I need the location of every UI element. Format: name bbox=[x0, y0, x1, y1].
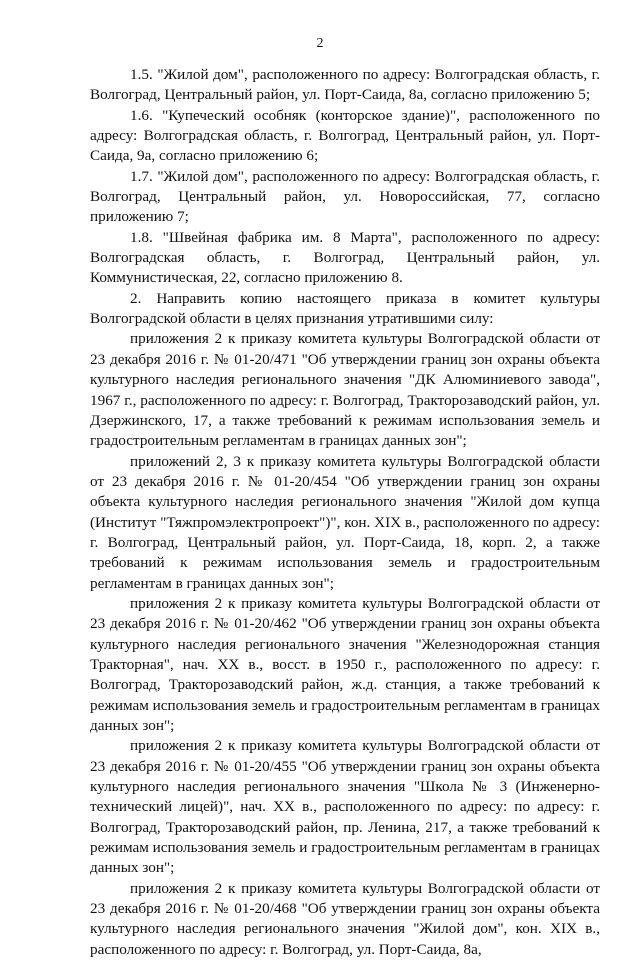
paragraph-revoke-462: приложения 2 к приказу комитета культуры Волгоградской области от 23 декабря 2016 г. № 01-20/462 "Об утверждении границ зон охраны объекта культурного наследия регионального значения "Железнодорожная станция Тракторная", нач. XX в., восст. в 1950 г., расположенного по адресу: г. Волгоград, Тракторозаводский район, ж.д. станция, а также требований к режимам использования земель и градостроительным регламентам в границах данных зон"; bbox=[90, 594, 600, 734]
paragraph-item-1-7: 1.7. "Жилой дом", расположенного по адресу: Волгоградская область, г. Волгоград, Центральный район, ул. Новороссийская, 77, согласно приложению 7; bbox=[90, 167, 600, 226]
paragraph-revoke-454: приложений 2, 3 к приказу комитета культуры Волгоградской области от 23 декабря 2016 г. № 01-20/454 "Об утверждении границ зон охраны объекта культурного наследия регионального значения "Жилой дом купца (Институт "Тяжпромэлектропроект")", кон. XIX в., расположенного по адресу: г. Волгоград, Центральный район, ул. Порт-Саида, 18, корп. 2, а также требований к режимам использования земель и градостроительным регламентам в границах данных зон"; bbox=[90, 452, 600, 592]
paragraph-item-1-8: 1.8. "Швейная фабрика им. 8 Марта", расположенного по адресу: Волгоградская область, г. Волгоград, Центральный район, ул. Коммунистическая, 22, согласно приложению 8. bbox=[90, 228, 600, 287]
paragraph-item-1-6: 1.6. "Купеческий особняк (конторское здание)", расположенного по адресу: Волгоградская область, г. Волгоград, Центральный район, ул. Порт-Саида, 9а, согласно приложению 6; bbox=[90, 106, 600, 165]
paragraph-item-2: 2. Направить копию настоящего приказа в комитет культуры Волгоградской области в целях признания утратившими силу: bbox=[90, 289, 600, 328]
paragraph-item-1-5: 1.5. "Жилой дом", расположенного по адресу: Волгоградская область, г. Волгоград, Центральный район, ул. Порт-Саида, 8а, согласно приложению 5; bbox=[90, 66, 600, 104]
page-number: 2 bbox=[316, 36, 324, 51]
paragraph-revoke-455: приложения 2 к приказу комитета культуры Волгоградской области от 23 декабря 2016 г. № 01-20/455 "Об утверждении границ зон охраны объекта культурного наследия регионального значения "Школа № 3 (Инженерно-технический лицей)", нач. XX в., расположенного по адресу: по адресу: г. Волгоград, Тракторозаводский район, пр. Ленина, 217, а также требований к режимам использования земель и градостроительным регламентам в границах данных зон"; bbox=[90, 737, 600, 877]
document-body bbox=[90, 65, 600, 960]
paragraph-revoke-468: приложения 2 к приказу комитета культуры Волгоградской области от 23 декабря 2016 г. № 01-20/468 "Об утверждении границ зон охраны объекта культурного наследия регионального значения "Жилой дом", кон. XIX в., расположенного по адресу: г. Волгоград, ул. Порт-Саида, 8а, bbox=[90, 879, 600, 958]
paragraph-revoke-471: приложения 2 к приказу комитета культуры Волгоградской области от 23 декабря 2016 г. № 01-20/471 "Об утверждении границ зон охраны объекта культурного наследия регионального значения "ДК Алюминиевого завода", 1967 г., расположенного по адресу: г. Волгоград, Тракторозаводский район, ул. Дзержинского, 17, а также требований к режимам использования земель и градостроительным регламентам в границах данных зон"; bbox=[90, 330, 600, 450]
